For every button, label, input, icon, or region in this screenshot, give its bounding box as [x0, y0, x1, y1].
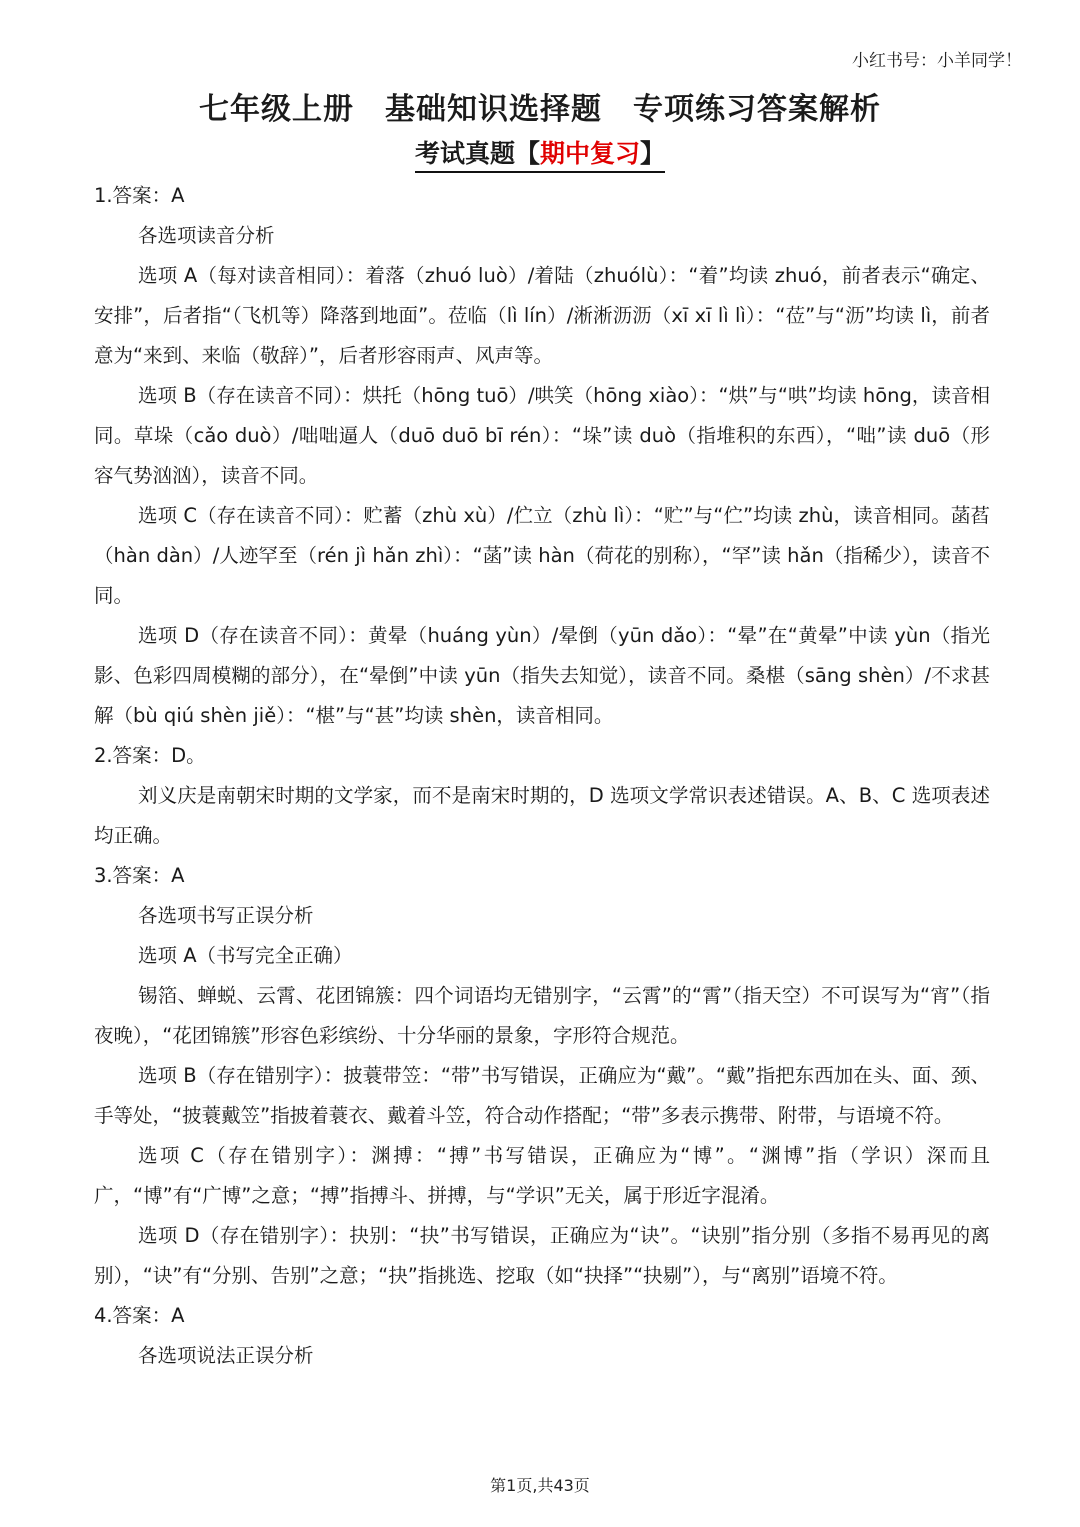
explanation-paragraph: 刘义庆是南朝宋时期的文学家，而不是南宋时期的，D 选项文学常识表述错误。A、B、C 选项表述均正确。 [94, 784, 990, 847]
explanation-paragraph: 选项 C（存在读音不同）：贮蓄（zhù xù）/伫立（zhù lì）：“贮”与“伫”均读 zhù，读音相同。菡萏（hàn dàn）/人迹罕至（rén jì hǎn zhì）：“菡”读 hàn（荷花的别称），“罕”读 hǎn（指稀少），读音不同。 [94, 504, 990, 607]
explanation-paragraph: 各选项读音分析 [138, 224, 275, 247]
answer-heading: 1.答案：A [94, 184, 185, 207]
watermark-text: 小红书号：小羊同学！ [852, 51, 1022, 71]
subtitle-prefix: 考试真题【 [414, 139, 540, 168]
document-body [94, 176, 990, 1376]
answer-heading: 3.答案：A [94, 864, 185, 887]
explanation-paragraph: 选项 B（存在读音不同）：烘托（hōng tuō）/哄笑（hōng xiào）：“烘”与“哄”均读 hōng，读音相同。草垛（cǎo duò）/咄咄逼人（duō duō bī rén）：“垛”读 duò（指堆积的东西），“咄”读 duō（形容气势汹汹），读音不同。 [94, 384, 990, 487]
explanation-paragraph: 各选项说法正误分析 [138, 1344, 314, 1367]
explanation-paragraph: 锡箔、蝉蜕、云霄、花团锦簇：四个词语均无错别字，“云霄”的“霄”（指天空）不可误写为“宵”（指夜晚），“花团锦簇”形容色彩缤纷、十分华丽的景象，字形符合规范。 [94, 984, 990, 1047]
subtitle-underlined [415, 134, 665, 173]
explanation-paragraph: 选项 D（存在读音不同）：黄晕（huáng yùn）/晕倒（yūn dǎo）：“晕”在“黄晕”中读 yùn（指光影、色彩四周模糊的部分），在“晕倒”中读 yūn（指失去知觉），读音不同。桑椹（sāng shèn）/不求甚解（bù qiú shèn jiě）：“椹”与“甚”均读 shèn，读音相同。 [94, 624, 990, 727]
explanation-paragraph: 选项 D（存在错别字）：抉别：“抉”书写错误，正确应为“诀”。“诀别”指分别（多指不易再见的离别），“诀”有“分别、告别”之意；“抉”指挑选、挖取（如“抉择”“抉剔”），与“离别”语境不符。 [94, 1224, 990, 1287]
answer-heading: 2.答案：D。 [94, 744, 206, 767]
page-number: 第1页,共43页 [490, 1476, 590, 1495]
explanation-paragraph: 选项 B（存在错别字）：披蓑带笠：“带”书写错误，正确应为“戴”。“戴”指把东西加在头、面、颈、手等处，“披蓑戴笠”指披着蓑衣、戴着斗笠，符合动作搭配；“带”多表示携带、附带，与语境不符。 [94, 1064, 990, 1127]
explanation-paragraph: 选项 C（存在错别字）：渊搏：“搏”书写错误，正确应为“博”。“渊博”指（学识）深而且广，“博”有“广博”之意；“搏”指搏斗、拼搏，与“学识”无关，属于形近字混淆。 [94, 1144, 990, 1207]
answer-heading: 4.答案：A [94, 1304, 185, 1327]
explanation-paragraph: 选项 A（每对读音相同）：着落（zhuó luò）/着陆（zhuólù）：“着”均读 zhuó，前者表示“确定、安排”，后者指“（飞机等）降落到地面”。莅临（lì lín）/淅淅沥沥（xī xī lì lì）：“莅”与“沥”均读 lì，前者意为“来到、来临（敬辞）”，后者形容雨声、风声等。 [94, 264, 990, 367]
page-title: 七年级上册 基础知识选择题 专项练习答案解析 [199, 92, 881, 127]
subtitle-suffix: 】 [640, 139, 666, 168]
page-subtitle [0, 134, 1080, 173]
explanation-paragraph: 各选项书写正误分析 [138, 904, 314, 927]
explanation-paragraph: 选项 A（书写完全正确） [138, 944, 353, 967]
subtitle-highlight: 期中复习 [539, 139, 640, 168]
